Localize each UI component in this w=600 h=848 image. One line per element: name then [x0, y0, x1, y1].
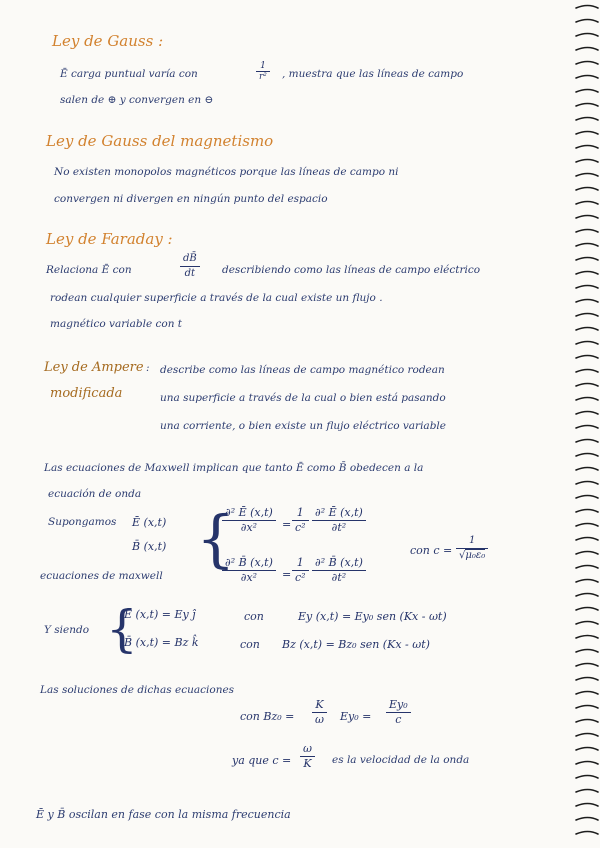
- k-den: K: [303, 757, 312, 770]
- w-over-k: [300, 742, 315, 771]
- eqE-lhs: [222, 506, 276, 535]
- e-field-symbol: Ē (x,t): [132, 516, 167, 529]
- gauss-line2: salen de ⊕ y convergen en ⊖: [60, 94, 214, 106]
- eqB-rhs-den: ∂t²: [331, 571, 347, 584]
- ampere-colon: :: [146, 362, 150, 374]
- ampere-line1: describe como las líneas de campo magnético rodean: [160, 364, 445, 376]
- maxwell-intro2: ecuación de onda: [48, 488, 142, 500]
- siendo-label: Y siendo: [44, 624, 90, 636]
- siendo-con2: con: [240, 638, 260, 651]
- gauss-frac-den: r²: [259, 72, 267, 82]
- con-c-label: con c =: [410, 544, 453, 557]
- faraday-frac-num: dB̄: [180, 252, 200, 267]
- c-fraction: [456, 534, 488, 563]
- gauss-line1a: Ē carga puntual varía con: [60, 68, 198, 80]
- c-frac-den: [456, 549, 488, 563]
- c-frac-num: 1: [456, 534, 488, 549]
- gauss-title: Ley de Gauss :: [52, 32, 164, 50]
- faraday-title: Ley de Faraday :: [46, 230, 173, 248]
- gauss-mag-title: Ley de Gauss del magnetismo: [46, 132, 274, 150]
- ampere-line2: una superficie a través de la cual o bien está pasando: [160, 392, 446, 404]
- ey0-label: Ey₀ =: [340, 710, 372, 723]
- con-bzo: con Bz₀ =: [240, 710, 295, 723]
- supongamos-label: Supongamos: [48, 516, 117, 528]
- eqB-lhs-num: ∂² B̄ (x,t): [222, 556, 276, 571]
- eqB-equals: =: [282, 568, 292, 581]
- ampere-title-1: Ley de Ampere: [44, 360, 144, 375]
- final-line: Ē y B̄ oscilan en fase con la misma frecuencia: [36, 808, 291, 821]
- ey0-over-c: [386, 698, 411, 727]
- gauss-frac-num: 1: [256, 61, 270, 72]
- eqE-c-num: 1: [292, 506, 309, 521]
- w-num: ω: [300, 742, 315, 757]
- b-definition: B̄ (x,t) = Bz k̂: [124, 636, 199, 649]
- gauss-line1b: , muestra que las líneas de campo: [282, 68, 464, 80]
- c-den: c: [395, 713, 402, 726]
- gauss-mag-line1: No existen monopolos magnéticos porque las líneas de campo ni: [54, 166, 399, 178]
- eqE-rhs-den: ∂t²: [331, 521, 347, 534]
- ey0-num: Ey₀: [386, 698, 411, 713]
- eqB-lhs: [222, 556, 276, 585]
- eqE-rhs: [312, 506, 366, 535]
- bz-expression: Bz (x,t) = Bz₀ sen (Kx - ωt): [282, 638, 430, 651]
- eqB-rhs: [312, 556, 366, 585]
- sqrt-icon: √: [459, 550, 466, 561]
- faraday-line3: magnético variable con t: [50, 318, 183, 330]
- eqE-lhs-den: ∂x²: [240, 521, 258, 534]
- left-brace-icon: {: [196, 502, 236, 575]
- gauss-mag-line2: convergen ni divergen en ningún punto del espacio: [54, 193, 328, 205]
- eqE-c-den: c²: [295, 521, 306, 534]
- k-over-w: [312, 698, 327, 727]
- eqB-rhs-num: ∂² B̄ (x,t): [312, 556, 366, 571]
- c-frac-den-rad: μ₀ε₀: [465, 550, 486, 561]
- e-definition: Ē (x,t) = Ey ĵ: [124, 608, 196, 621]
- soluciones-line: Las soluciones de dichas ecuaciones: [40, 684, 235, 696]
- b-field-symbol: B̄ (x,t): [132, 540, 167, 553]
- eqB-lhs-den: ∂x²: [240, 571, 258, 584]
- faraday-line1a: Relaciona Ē con: [46, 264, 132, 276]
- eqE-rhs-num: ∂² Ē (x,t): [312, 506, 366, 521]
- eqB-c-den: c²: [295, 571, 306, 584]
- faraday-line1b: describiendo como las líneas de campo eléctrico: [222, 264, 481, 276]
- siendo-con1: con: [244, 610, 264, 623]
- maxwell-intro1: Las ecuaciones de Maxwell implican que tanto Ē como B̄ obedecen a la: [44, 462, 424, 474]
- eqB-c: [292, 556, 309, 585]
- ey-expression: Ey (x,t) = Ey₀ sen (Kx - ωt): [298, 610, 447, 623]
- faraday-fraction: [180, 252, 200, 281]
- velocidad-text: es la velocidad de la onda: [332, 754, 470, 766]
- eqE-c: [292, 506, 309, 535]
- gauss-fraction: [256, 61, 270, 82]
- eqE-equals: =: [282, 518, 292, 531]
- left-brace-icon-2: {: [106, 600, 138, 658]
- w-den: ω: [315, 713, 324, 726]
- ampere-line3: una corriente, o bien existe un flujo eléctrico variable: [160, 420, 446, 432]
- ampere-title-2: modificada: [50, 386, 123, 401]
- k-num: K: [312, 698, 327, 713]
- spiral-binding-icon: [572, 0, 600, 848]
- ecuaciones-label: ecuaciones de maxwell: [40, 570, 163, 582]
- ya-que-label: ya que c =: [232, 754, 292, 767]
- faraday-line2: rodean cualquier superficie a través de la cual existe un flujo .: [50, 292, 383, 304]
- faraday-frac-den: dt: [184, 268, 196, 279]
- eqB-c-num: 1: [292, 556, 309, 571]
- eqE-lhs-num: ∂² Ē (x,t): [222, 506, 276, 521]
